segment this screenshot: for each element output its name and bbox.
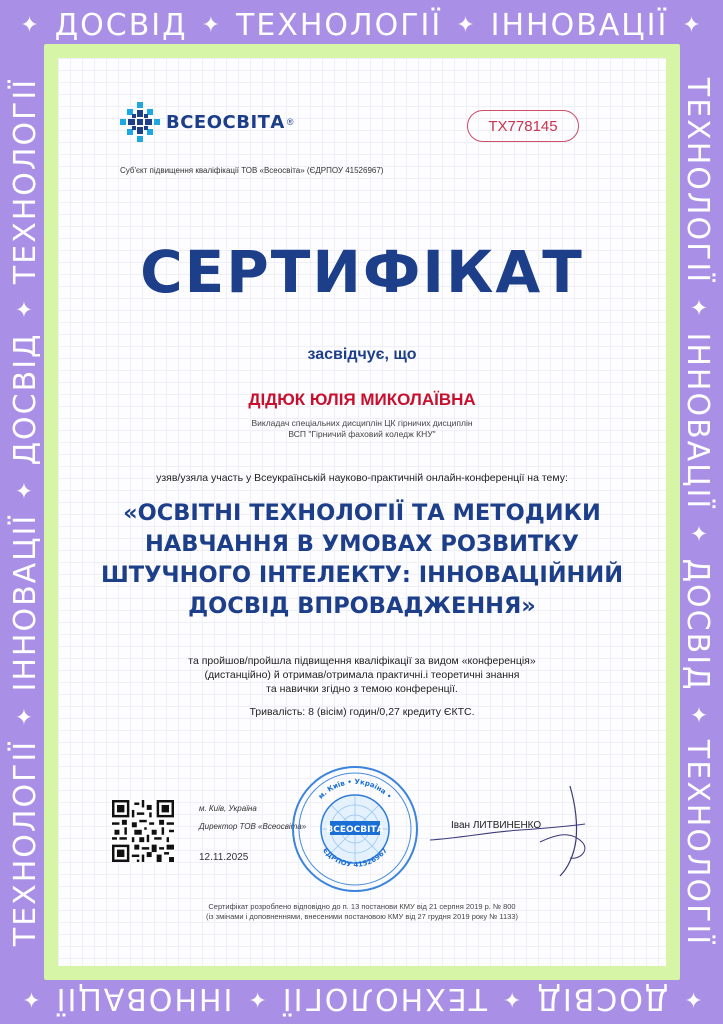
qualification-line: та навички згідно з темою конференції.	[266, 683, 458, 695]
frame-word: ДОСВІД	[680, 558, 716, 692]
registered-mark: ®	[286, 117, 294, 127]
star-icon: ✦	[246, 986, 267, 1012]
recipient-name: ДІДЮК ЮЛІЯ МИКОЛАЇВНА	[248, 390, 476, 409]
certifies-text: засвідчує, що	[307, 346, 417, 363]
subject-line: Суб'єкт підвищення кваліфікації ТОВ «Всеосвіта» (ЄДРПОУ 41526967)	[120, 166, 384, 175]
logo-name: ВСЕОСВІТА	[166, 111, 285, 133]
frame-left-band	[4, 0, 46, 1024]
frame-word: ТЕХНОЛОГІЇ	[7, 739, 43, 947]
footer-line: Сертифікат розроблено відповідно до п. 13 постанови КМУ від 21 серпня 2019 р. № 800	[208, 902, 516, 911]
qr-code[interactable]	[112, 800, 174, 862]
frame-word: ТЕХНОЛОГІЇ	[680, 739, 716, 947]
city-text: м. Київ, Україна	[199, 804, 257, 813]
recipient-position	[58, 418, 666, 440]
star-icon: ✦	[20, 986, 41, 1012]
participation-text: узяв/узяла участь у Всеукраїнській науково-практичній онлайн-конференції на тему:	[156, 472, 568, 484]
seal-top-text: м. Київ • Україна •	[316, 777, 394, 801]
star-icon: ✦	[20, 12, 41, 38]
star-icon: ✦	[201, 12, 223, 38]
seal-center-text: ВСЕОСВІТА	[326, 825, 384, 835]
qualification-line: (дистанційно) й отримав/отримала практичні.і теоретичні знання	[204, 669, 520, 681]
frame-word: ТЕХНОЛОГІЇ	[680, 77, 716, 285]
topic-line: «ОСВІТНІ ТЕХНОЛОГІЇ ТА МЕТОДИКИ	[123, 500, 601, 526]
star-icon: ✦	[685, 705, 711, 726]
legal-footer	[130, 902, 594, 922]
duration-text: Тривалість: 8 (вісім) годин/0,27 кредиту ЄКТС.	[249, 706, 475, 718]
star-icon: ✦	[12, 479, 38, 500]
snowflake-logo-icon	[118, 100, 162, 144]
qualification-text	[130, 654, 594, 696]
frame-word: ТЕХНОЛОГІЇ	[280, 981, 487, 1017]
position-line: Викладач спеціальних дисциплін ЦК гірничих дисциплін	[251, 418, 473, 428]
frame-bottom-band	[0, 978, 723, 1020]
certificate-number-badge: ТХ778145	[467, 110, 579, 142]
star-icon: ✦	[12, 298, 38, 319]
star-icon: ✦	[685, 298, 711, 319]
frame-word: ІННОВАЦІЇ	[680, 332, 716, 511]
issue-date: 12.11.2025	[199, 852, 249, 863]
signer-name: Іван ЛИТВИНЕНКО	[451, 820, 542, 831]
star-icon: ✦	[682, 12, 703, 38]
star-icon: ✦	[500, 986, 522, 1012]
frame-word: ДОСВІД	[535, 981, 669, 1017]
frame-right-band	[677, 0, 719, 1024]
seal-code-text: ЄДРПОУ 41526967	[321, 846, 389, 869]
qualification-line: та пройшов/пройшла підвищення кваліфікації за видом «конференція»	[188, 655, 536, 667]
frame-word: ІННОВАЦІЇ	[54, 981, 233, 1017]
position-line: ВСП "Гірничий фаховий коледж КНУ"	[288, 429, 436, 439]
frame-word: ТЕХНОЛОГІЇ	[236, 7, 443, 43]
topic-line: ШТУЧНОГО ІНТЕЛЕКТУ: ІННОВАЦІЙНИЙ	[100, 562, 624, 588]
topic-line: ДОСВІД ВПРОВАДЖЕННЯ»	[188, 593, 536, 619]
company-seal	[288, 762, 422, 896]
footer-line: (із змінами і доповненнями, внесеними постановою КМУ від 27 грудня 2019 року № 1133)	[205, 912, 518, 921]
conference-topic	[80, 498, 644, 622]
star-icon: ✦	[12, 705, 38, 726]
star-icon: ✦	[682, 986, 703, 1012]
certificate-title: СЕРТИФІКАТ	[140, 238, 584, 306]
frame-word: ДОСВІД	[7, 332, 43, 466]
frame-word: ІННОВАЦІЇ	[490, 7, 669, 43]
frame-top-band	[0, 4, 723, 46]
frame-word: ТЕХНОЛОГІЇ	[7, 77, 43, 285]
frame-word: ІННОВАЦІЇ	[7, 513, 43, 692]
star-icon: ✦	[685, 524, 711, 545]
frame-word: ДОСВІД	[54, 7, 188, 43]
director-title: Директор ТОВ «Всеосвіта»	[199, 822, 307, 831]
logo	[118, 100, 294, 144]
topic-line: НАВЧАННЯ В УМОВАХ РОЗВИТКУ	[144, 531, 580, 557]
star-icon: ✦	[456, 12, 477, 38]
